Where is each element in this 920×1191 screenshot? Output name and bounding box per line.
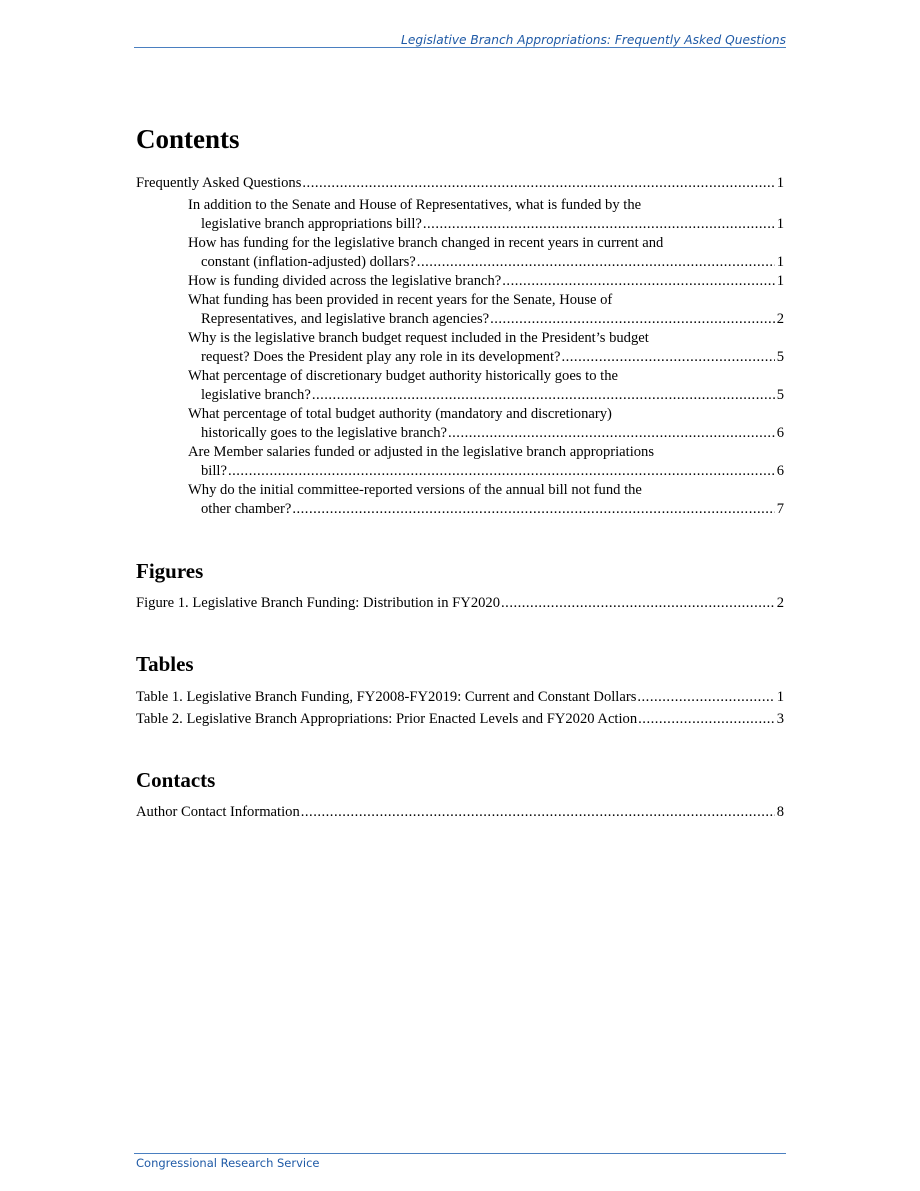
toc-entry-text: What percentage of discretionary budget authority historically goes to the xyxy=(188,368,618,384)
dot-leader xyxy=(448,424,775,443)
toc-entry-text: What funding has been provided in recent years for the Senate, House of xyxy=(188,292,613,308)
toc-entry-text-cont: legislative branch appropriations bill? xyxy=(201,216,422,232)
toc-entry-text-cont: other chamber? xyxy=(201,501,292,517)
toc-entry[interactable] xyxy=(188,272,784,291)
contact-entry-text: Author Contact Information xyxy=(136,804,300,820)
toc-entry-text: What percentage of total budget authority (mandatory and discretionary) xyxy=(188,406,612,422)
table-page-number: 1 xyxy=(776,689,784,705)
footer-rule xyxy=(134,1153,786,1154)
toc-page-number: 2 xyxy=(776,311,784,327)
table-entry-text: Table 1. Legislative Branch Funding, FY2008-FY2019: Current and Constant Dollars xyxy=(136,689,637,705)
toc-entry[interactable] xyxy=(188,443,784,481)
contacts-heading: Contacts xyxy=(136,768,216,792)
toc-entry[interactable] xyxy=(188,481,784,519)
toc-entry[interactable] xyxy=(188,291,784,329)
toc-entry-text-cont: constant (inflation-adjusted) dollars? xyxy=(201,254,416,270)
toc-page-number: 1 xyxy=(776,175,784,191)
toc-entry[interactable] xyxy=(188,367,784,405)
toc-entry[interactable] xyxy=(188,234,784,272)
toc-entry-text-cont: historically goes to the legislative branch? xyxy=(201,425,447,441)
toc-entry-text-cont: bill? xyxy=(201,463,227,479)
header-rule xyxy=(134,47,786,48)
running-header-title: Legislative Branch Appropriations: Frequently Asked Questions xyxy=(401,33,786,47)
dot-leader xyxy=(292,500,774,519)
toc-page-number: 6 xyxy=(776,463,784,479)
dot-leader xyxy=(312,386,775,405)
toc-page-number: 5 xyxy=(776,349,784,365)
dot-leader xyxy=(302,174,774,193)
toc-entry[interactable] xyxy=(188,405,784,443)
dot-leader xyxy=(228,462,775,481)
toc-page-number: 1 xyxy=(776,254,784,270)
dot-leader xyxy=(417,253,775,272)
toc-page-number: 6 xyxy=(776,425,784,441)
tables-heading: Tables xyxy=(136,652,194,676)
contact-entry[interactable] xyxy=(136,803,784,822)
toc-page-number: 7 xyxy=(776,501,784,517)
figure-entry[interactable] xyxy=(136,594,784,613)
dot-leader xyxy=(501,594,775,613)
toc-entry-text-cont: legislative branch? xyxy=(201,387,311,403)
toc-entry-text: Frequently Asked Questions xyxy=(136,175,302,191)
toc-entry-text: In addition to the Senate and House of Representatives, what is funded by the xyxy=(188,197,642,213)
toc-page-number: 1 xyxy=(776,216,784,232)
dot-leader xyxy=(423,215,775,234)
dot-leader xyxy=(638,710,775,729)
toc-entry-text-cont: Representatives, and legislative branch agencies? xyxy=(201,311,490,327)
dot-leader xyxy=(561,348,774,367)
toc-entry[interactable] xyxy=(136,174,784,193)
toc-entry-text: How has funding for the legislative branch changed in recent years in current and xyxy=(188,235,664,251)
toc-entry-text: Are Member salaries funded or adjusted in the legislative branch appropriations xyxy=(188,444,655,460)
toc-entry[interactable] xyxy=(188,196,784,234)
table-entry[interactable] xyxy=(136,710,784,729)
toc-page-number: 5 xyxy=(776,387,784,403)
figures-heading: Figures xyxy=(136,559,204,583)
toc-entry-text: Why do the initial committee-reported versions of the annual bill not fund the xyxy=(188,482,642,498)
figure-entry-text: Figure 1. Legislative Branch Funding: Distribution in FY2020 xyxy=(136,595,501,611)
dot-leader xyxy=(502,272,774,291)
table-entry[interactable] xyxy=(136,688,784,707)
toc-page-number: 1 xyxy=(776,273,784,289)
toc-entry-text: Why is the legislative branch budget request included in the President’s budget xyxy=(188,330,649,346)
table-entry-text: Table 2. Legislative Branch Appropriations: Prior Enacted Levels and FY2020 Action xyxy=(136,711,638,727)
toc-entry-text: How is funding divided across the legislative branch? xyxy=(188,273,502,289)
contact-page-number: 8 xyxy=(776,804,784,820)
contents-heading: Contents xyxy=(136,124,240,154)
toc-entry[interactable] xyxy=(188,329,784,367)
toc-entry-text-cont: request? Does the President play any role in its development? xyxy=(201,349,561,365)
footer-org: Congressional Research Service xyxy=(136,1156,320,1170)
dot-leader xyxy=(637,688,774,707)
figure-page-number: 2 xyxy=(776,595,784,611)
table-page-number: 3 xyxy=(776,711,784,727)
dot-leader xyxy=(301,803,775,822)
dot-leader xyxy=(490,310,775,329)
